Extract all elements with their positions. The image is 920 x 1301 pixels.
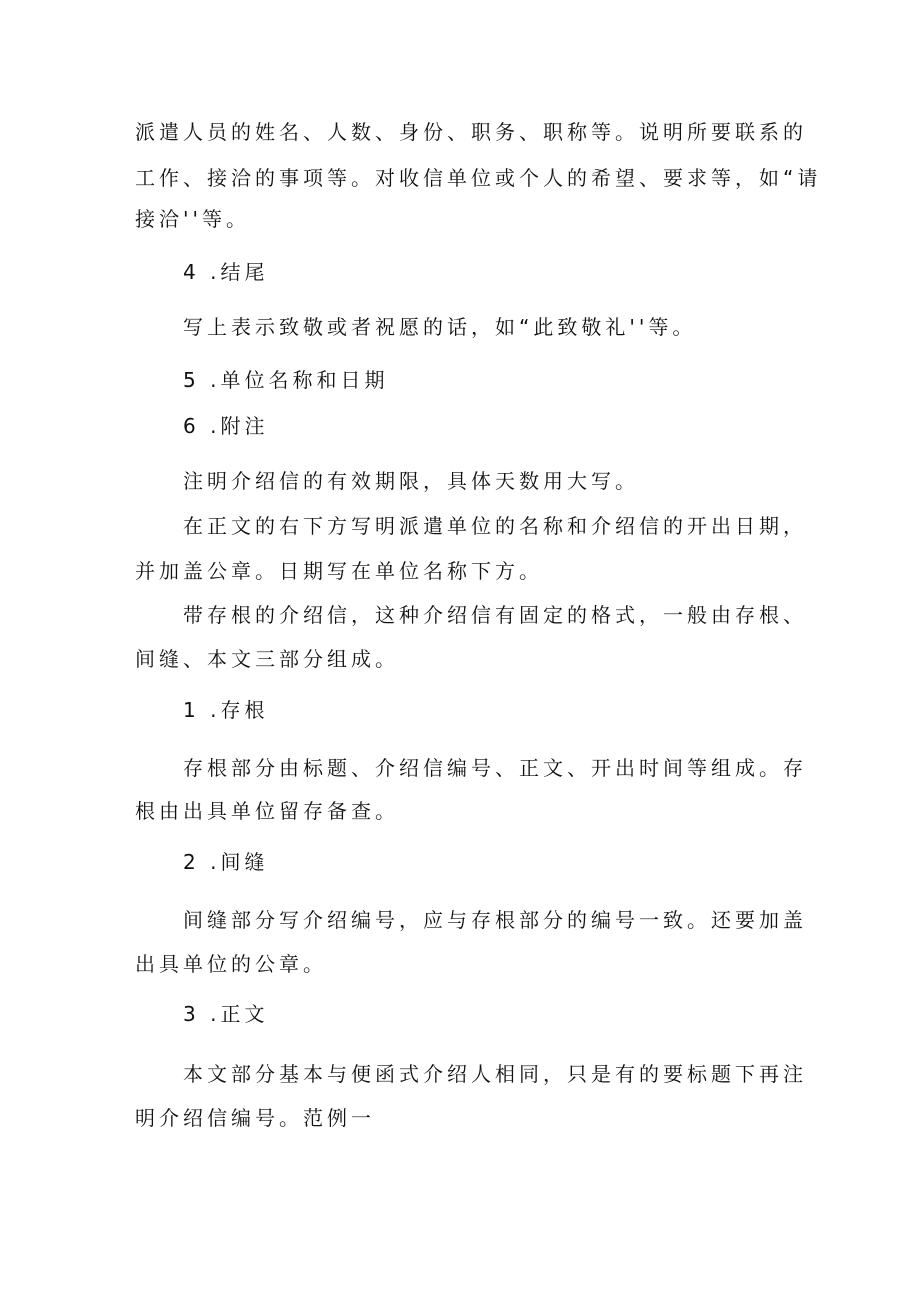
paragraph-line: 接洽''等。 bbox=[135, 207, 250, 231]
paragraph-line: 派遣人员的姓名、人数、身份、职务、职称等。说明所要联系的 bbox=[135, 120, 807, 144]
paragraph-line: 写上表示致敬或者祝愿的话，如“此致敬礼''等。 bbox=[183, 315, 697, 339]
paragraph-line: 并加盖公章。日期写在单位名称下方。 bbox=[135, 559, 543, 583]
paragraph-line: 工作、接洽的事项等。对收信单位或个人的希望、要求等，如“请 bbox=[135, 166, 822, 190]
paragraph-line: 在正文的右下方写明派遣单位的名称和介绍信的开出日期， bbox=[183, 514, 807, 538]
section-heading: 1 .存根 bbox=[183, 698, 269, 722]
section-heading: 3 .正文 bbox=[183, 1002, 269, 1026]
section-heading: 5 .单位名称和日期 bbox=[183, 368, 389, 392]
paragraph-line: 存根部分由标题、介绍信编号、正文、开出时间等组成。存 bbox=[183, 756, 807, 780]
section-heading: 4 .结尾 bbox=[183, 260, 269, 284]
paragraph-line: 明介绍信编号。范例一 bbox=[135, 1106, 375, 1130]
paragraph-line: 带存根的介绍信，这种介绍信有固定的格式，一般由存根、 bbox=[183, 603, 807, 627]
paragraph-line: 根由出具单位留存备查。 bbox=[135, 799, 399, 823]
paragraph-line: 注明介绍信的有效期限，具体天数用大写。 bbox=[183, 469, 639, 493]
section-heading: 2 .间缝 bbox=[183, 850, 269, 874]
paragraph-line: 间缝部分写介绍编号，应与存根部分的编号一致。还要加盖 bbox=[183, 908, 807, 932]
section-heading: 6 .附注 bbox=[183, 414, 269, 438]
paragraph-line: 本文部分基本与便函式介绍人相同，只是有的要标题下再注 bbox=[183, 1062, 807, 1086]
paragraph-line: 出具单位的公章。 bbox=[135, 952, 327, 976]
paragraph-line: 间缝、本文三部分组成。 bbox=[135, 647, 399, 671]
